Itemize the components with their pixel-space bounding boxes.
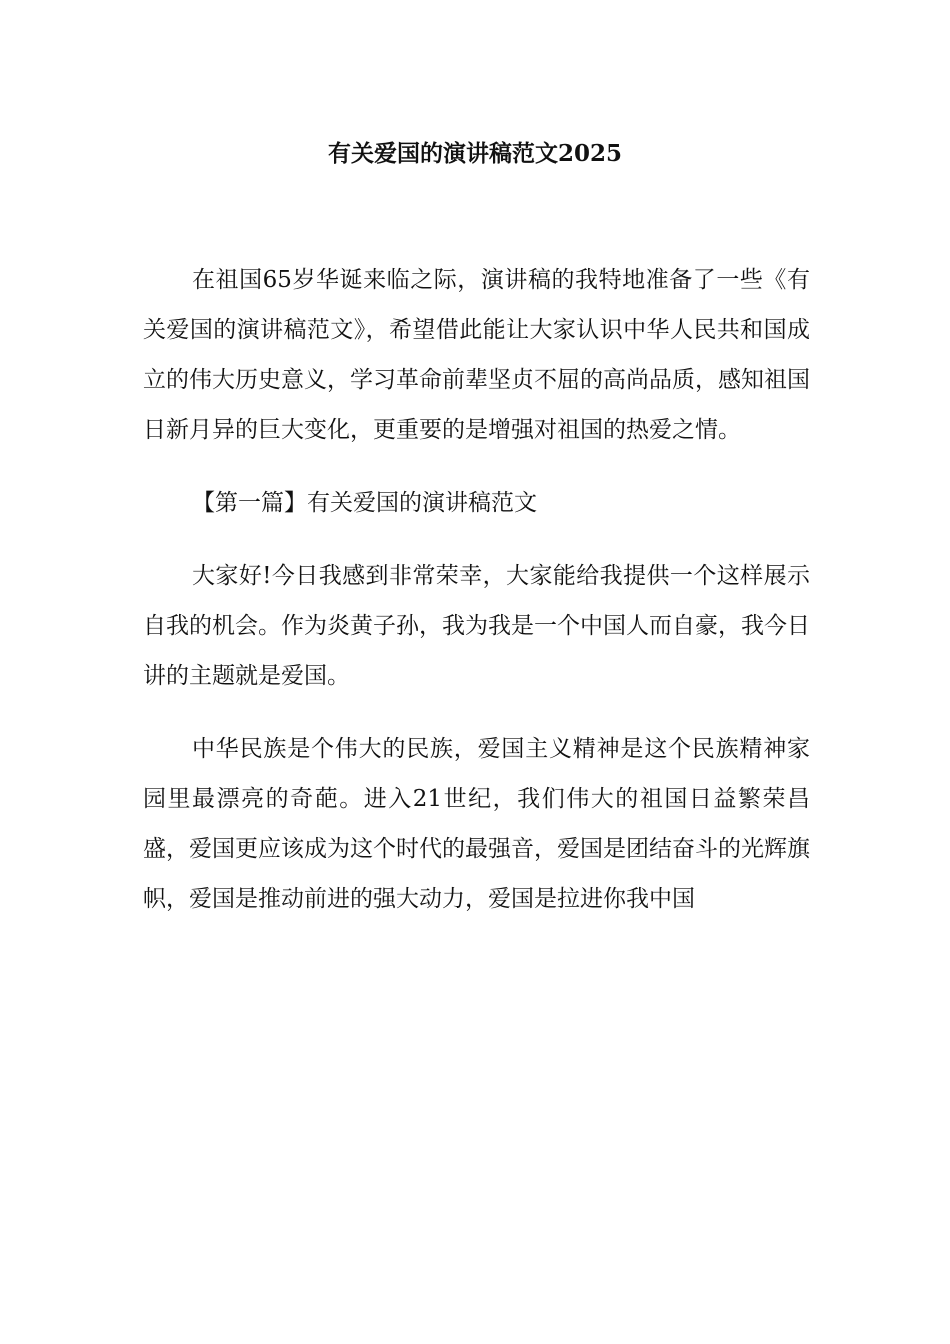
document-title: 有关爱国的演讲稿范文2025	[327, 140, 622, 167]
intro-paragraph: 在祖国65岁华诞来临之际，演讲稿的我特地准备了一些《有关爱国的演讲稿范文》，希望借此能让大家认识中华人民共和国成立的伟大历史意义，学习革命前辈坚贞不屈的高尚品质，感知祖国日新月异的巨大变化，更重要的是增强对祖国的热爱之情。	[143, 267, 810, 443]
section-heading: 【第一篇】有关爱国的演讲稿范文	[192, 490, 537, 516]
body-paragraph: 中华民族是个伟大的民族，爱国主义精神是这个民族精神家园里最漂亮的奇葩。进入21世纪，我们伟大的祖国日益繁荣昌盛，爱国更应该成为这个时代的最强音，爱国是团结奋斗的光辉旗帜，爱国是推动前进的强大动力，爱国是拉进你我中国	[143, 736, 810, 912]
document-body	[143, 255, 810, 947]
greeting-paragraph: 大家好!今日我感到非常荣幸，大家能给我提供一个这样展示自我的机会。作为炎黄子孙，我为我是一个中国人而自豪，我今日讲的主题就是爱国。	[143, 563, 810, 689]
